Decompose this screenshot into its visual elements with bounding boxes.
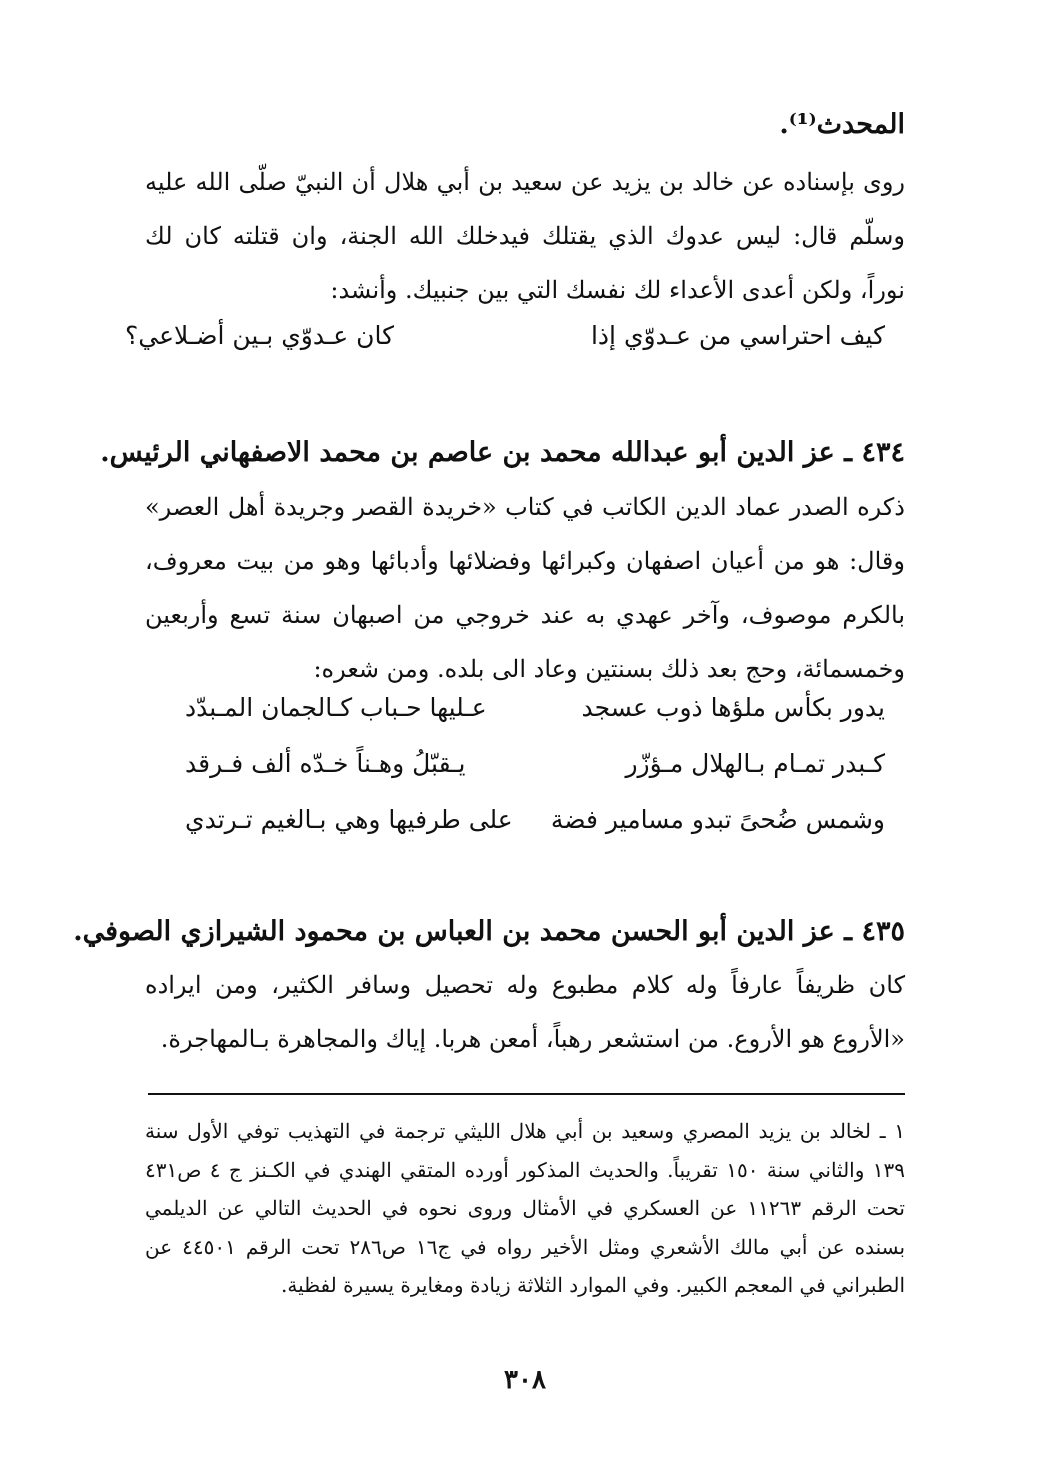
entry-paragraph-434: ذكره الصدر عماد الدين الكاتب في كتاب «خريدة القصر وجريدة أهل العصر» وقال: هو من أعيان اصفهان وكبرائها وفضلائها وأدبائها وهو من بيت معروف، بالكرم موصوف، وآخر عهدي به عند خروجي من اصبهان سنة تسع وأربعين وخمسمائة، وحج بعد ذلك بسنتين وعاد الى بلده. ومن شعره: bbox=[145, 493, 905, 683]
verse-hemistich-first: كـبدر تمـام بـالهلال مـؤزّر bbox=[625, 749, 885, 778]
verse-hemistich-second: على طرفيها وهي بـالغيم تـرتدي bbox=[185, 805, 513, 834]
verse-hemistich-second: عـليها حـباب كـالجمان المـبدّد bbox=[185, 693, 487, 722]
verse-hemistich-first: وشمس ضُحىً تبدو مسامير فضة bbox=[550, 805, 885, 834]
verse-line bbox=[145, 792, 905, 848]
footnote-divider bbox=[148, 1093, 905, 1095]
page-number: ٣٠٨ bbox=[504, 1365, 546, 1395]
verse-line bbox=[145, 736, 905, 792]
verse-hemistich-first: كيف احتراسي من عـدوّي إذا bbox=[590, 321, 885, 350]
verse-hemistich-second: يـقبّلُ وهـناً خـدّه ألف فـرقد bbox=[185, 749, 466, 778]
entry-heading-435: ٤٣٥ ـ عز الدين أبو الحسن محمد بن العباس بن محمود الشيرازي الصوفي. bbox=[73, 916, 905, 947]
verse-hemistich-second: كان عـدوّي بـين أضـلاعي؟ bbox=[125, 321, 395, 350]
hadith-paragraph: روى بإسناده عن خالد بن يزيد عن سعيد بن أبي هلال أن النبيّ صلّى الله عليه وسلّم قال: ليس عدوك الذي يقتلك فيدخلك الله الجنة، وان قتلته كان لك نوراً، ولكن أعدى الأعداء لك نفسك التي بين جنبيك. وأنشد: bbox=[145, 168, 905, 304]
verse-line bbox=[85, 308, 905, 364]
footnote: ١ ـ لخالد بن يزيد المصري وسعيد بن أبي هلال الليثي ترجمة في التهذيب توفي الأول سنة ١٣٩ والثاني سنة ١٥٠ تقريباً. والحديث المذكور أورده المتقي الهندي في الكـنز ج ٤ ص٤٣١ تحت الرقم ١١٢٦٣ عن العسكري في الأمثال وروى نحوه في الحديث التالي عن الديلمي بسنده عن أبي مالك الأشعري ومثل الأخير رواه في ج١٦ ص٢٨٦ تحت الرقم ٤٤٥٠١ عن الطبراني في المعجم الكبير. وفي الموارد الثلاثة زيادة ومغايرة يسيرة لفظية. bbox=[145, 1119, 906, 1297]
verse-line bbox=[145, 680, 905, 736]
poem-434 bbox=[145, 680, 905, 848]
entry-paragraph-435: كان ظريفاً عارفاً وله كلام مطبوع وله تحصيل وسافر الكثير، ومن ايراده «الأروع هو الأروع. من استشعر رهباً، أمعن هربا. إياك والمجاهرة بـالمهاجرة. bbox=[145, 971, 905, 1053]
entry-heading-434: ٤٣٤ ـ عز الدين أبو عبدالله محمد بن عاصم بن محمد الاصفهاني الرئيس. bbox=[100, 437, 905, 468]
continuation-line: المحدث⁽¹⁾. bbox=[779, 109, 905, 140]
verse-hemistich-first: يدور بكأس ملؤها ذوب عسجد bbox=[581, 693, 885, 722]
